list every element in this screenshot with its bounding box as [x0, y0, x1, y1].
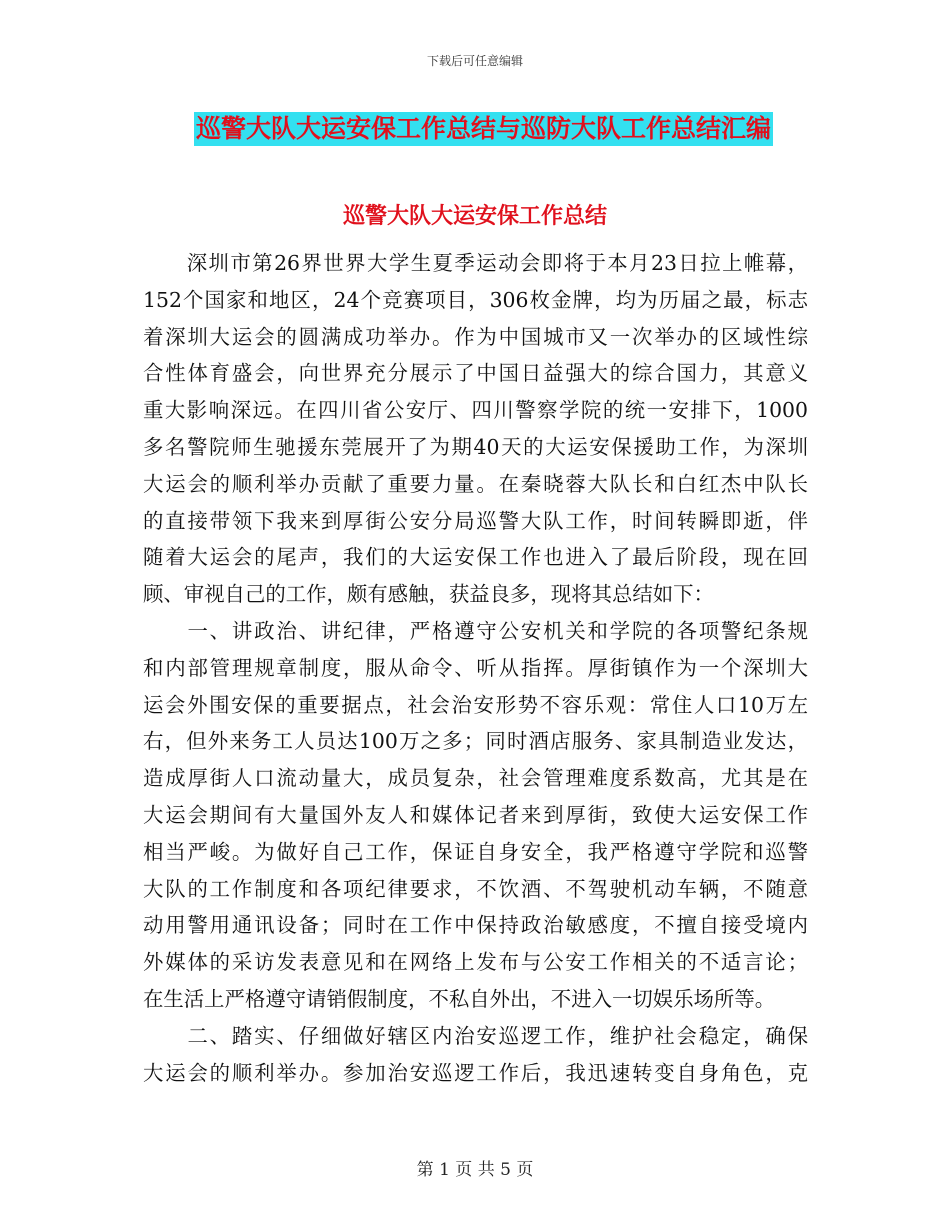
text-line: 右，但外来务工人员达100万之多；同时酒店服务、家具制造业发达， [143, 729, 808, 754]
text-line: 多名警院师生驰援东莞展开了为期40天的大运安保援助工作，为深圳 [143, 434, 808, 459]
text-line: 152个国家和地区，24个竞赛项目，306枚金牌，均为历届之最，标志 [143, 287, 808, 312]
text-line: 造成厚街人口流动量大，成员复杂，社会管理难度系数高，尤其是在 [143, 766, 808, 791]
text-line: 和内部管理规章制度，服从命令、听从指挥。厚街镇作为一个深圳大 [143, 655, 808, 680]
text-line: 动用警用通讯设备；同时在工作中保持政治敏感度，不擅自接受境内 [143, 913, 808, 938]
page-footer: 第 1 页 共 5 页 [416, 1160, 534, 1180]
text-line: 合性体育盛会，向世界充分展示了中国日益强大的综合国力，其意义 [143, 361, 808, 386]
text-line: 一、讲政治、讲纪律，严格遵守公安机关和学院的各项警纪条规 [143, 618, 808, 643]
text-line: 大运会期间有大量国外友人和媒体记者来到厚街，致使大运安保工作 [143, 802, 808, 827]
body-text [143, 245, 808, 1091]
section-title: 巡警大队大运安保工作总结 [342, 204, 607, 229]
text-line: 着深圳大运会的圆满成功举办。作为中国城市又一次举办的区域性综 [143, 324, 808, 349]
text-line: 深圳市第26界世界大学生夏季运动会即将于本月23日拉上帷幕， [143, 251, 808, 275]
text-line: 运会外围安保的重要据点，社会治安形势不容乐观：常住人口10万左 [143, 692, 808, 717]
text-line: 外媒体的采访发表意见和在网络上发布与公安工作相关的不适言论； [143, 950, 808, 975]
text-line: 的直接带领下我来到厚街公安分局巡警大队工作，时间转瞬即逝，伴 [143, 508, 808, 533]
text-line: 随着大运会的尾声，我们的大运安保工作也进入了最后阶段，现在回 [143, 545, 808, 570]
text-line: 重大影响深远。在四川省公安厅、四川警察学院的统一安排下，1000 [143, 398, 808, 423]
text-line: 大队的工作制度和各项纪律要求，不饮酒、不驾驶机动车辆，不随意 [143, 876, 808, 901]
text-line: 二、踏实、仔细做好辖区内治安巡逻工作，维护社会稳定，确保 [143, 1023, 808, 1048]
text-line: 大运会的顺利举办贡献了重要力量。在秦晓蓉大队长和白红杰中队长 [143, 471, 808, 496]
text-line: 相当严峻。为做好自己工作，保证自身安全，我严格遵守学院和巡警 [143, 839, 808, 864]
text-line: 顾、审视自己的工作，颇有感触，获益良多，现将其总结如下： [143, 582, 714, 607]
document-title: 巡警大队大运安保工作总结与巡防大队工作总结汇编 [194, 112, 773, 146]
text-line: 在生活上严格遵守请销假制度，不私自外出，不进入一切娱乐场所等。 [143, 986, 776, 1011]
page-header-note: 下载后可任意编辑 [426, 54, 523, 68]
text-line: 大运会的顺利举办。参加治安巡逻工作后，我迅速转变自身角色，克 [143, 1060, 808, 1085]
